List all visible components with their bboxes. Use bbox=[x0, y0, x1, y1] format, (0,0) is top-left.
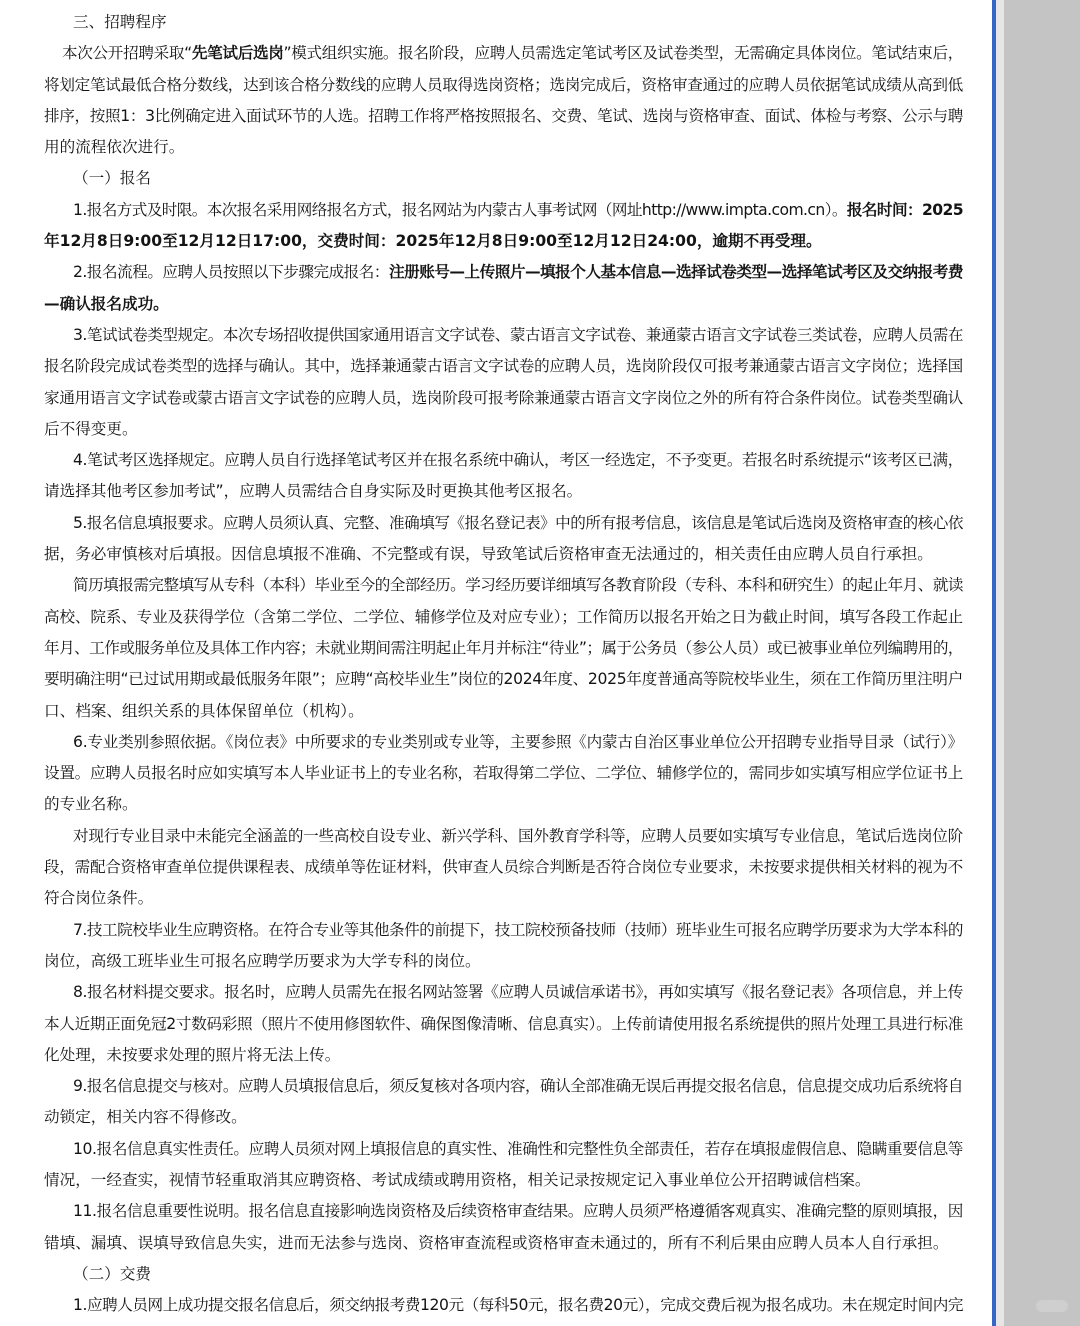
paragraph-line: 9.报名信息提交与核对。应聘人员填报信息后，须反复核对各项内容，确认全部准确无误后再提交报名信息，信息提交成功后系统将自 bbox=[73, 1077, 963, 1096]
paragraph-line: 5.报名信息填报要求。应聘人员须认真、完整、准确填写《报名登记表》中的所有报考信息，该信息是笔试后选岗及资格审查的核心依 bbox=[73, 513, 963, 532]
paragraph-line: 将划定笔试最低合格分数线，达到该合格分数线的应聘人员取得选岗资格；选岗完成后，资格审查通过的应聘人员依据笔试成绩从高到低 bbox=[44, 75, 963, 94]
document-body bbox=[0, 7, 992, 1321]
paragraph-line: 4.笔试考区选择规定。应聘人员自行选择笔试考区并在报名系统中确认，考区一经选定，不予变更。若报名时系统提示“该考区已满， bbox=[73, 451, 963, 470]
bold-text-run: 报名时间：2025 bbox=[846, 200, 963, 219]
text-run: ”模式组织实施。报名阶段，应聘人员需选定笔试考区及试卷类型，无需确定具体岗位。笔试结束后， bbox=[283, 44, 963, 63]
paragraph-line: 口、档案、组织关系的具体保留单位（机构）。 bbox=[44, 701, 364, 720]
section-heading-recruitment-procedure: 三、招聘程序 bbox=[73, 13, 167, 31]
paragraph-line bbox=[73, 195, 963, 226]
subsection-heading-registration: （一）报名 bbox=[73, 169, 151, 188]
paragraph-line: 11.报名信息重要性说明。报名信息直接影响选岗资格及后续资格审查结果。应聘人员须严格遵循客观真实、准确完整的原则填报，因 bbox=[73, 1202, 963, 1221]
bold-text-run: 先笔试后选岗 bbox=[191, 44, 284, 63]
viewer-gutter-highlight bbox=[996, 0, 1004, 1326]
paragraph-line: 本人近期正面免冠2寸数码彩照（照片不使用修图软件、确保图像清晰、信息真实）。上传前请使用报名系统提供的照片处理工具进行标准 bbox=[44, 1014, 963, 1033]
paragraph-line: 化处理，未按要求处理的照片将无法上传。 bbox=[44, 1045, 341, 1064]
paragraph-line: 设置。应聘人员报名时应如实填写本人毕业证书上的专业名称，若取得第二学位、二学位、辅修学位的，需同步如实填写相应学位证书上 bbox=[44, 764, 963, 783]
text-run: 2.报名流程。应聘人员按照以下步骤完成报名： bbox=[73, 263, 389, 282]
paragraph-line: 简历填报需完整填写从专科（本科）毕业至今的全部经历。学习经历要详细填写各教育阶段（专科、本科和研究生）的起止年月、就读 bbox=[73, 576, 963, 595]
paragraph-line: 家通用语言文字试卷或蒙古语言文字试卷的应聘人员，选岗阶段可报考除兼通蒙古语言文字岗位之外的所有符合条件岗位。试卷类型确认 bbox=[44, 388, 963, 407]
viewer-background bbox=[1004, 0, 1080, 1326]
text-run: 1.报名方式及时限。本次报名采用网络报名方式，报名网站为内蒙古人事考试网（网址http://www.impta.com.cn）。 bbox=[73, 200, 847, 219]
paragraph-line: 10.报名信息真实性责任。应聘人员须对网上填报信息的真实性、准确性和完整性负全部责任，若存在填报虚假信息、隐瞒重要信息等 bbox=[73, 1139, 963, 1158]
paragraph-line: 错填、漏填、误填导致信息失实，进而无法参与选岗、资格审查流程或资格审查未通过的，所有不利后果由应聘人员本人自行承担。 bbox=[44, 1233, 949, 1252]
paragraph-line: 8.报名材料提交要求。报名时，应聘人员需先在报名网站签署《应聘人员诚信承诺书》，再如实填写《报名登记表》各项信息，并上传 bbox=[73, 983, 963, 1002]
paragraph-line: 后不得变更。 bbox=[44, 419, 138, 438]
paragraph-line: 1.应聘人员网上成功提交报名信息后，须交纳报考费120元（每科50元，报名费20元），完成交费后视为报名成功。未在规定时间内完 bbox=[73, 1296, 963, 1315]
paragraph-line: 的专业名称。 bbox=[44, 795, 138, 814]
paragraph-line-bold: —确认报名成功。 bbox=[44, 294, 169, 313]
paragraph-line: 据，务必审慎核对后填报。因信息填报不准确、不完整或有误，导致笔试后资格审查无法通过的，相关责任由应聘人员自行承担。 bbox=[44, 545, 933, 564]
paragraph-line: 高校、院系、专业及获得学位（含第二学位、二学位、辅修学位及对应专业）；工作简历以报名开始之日为截止时间，填写各段工作起止 bbox=[44, 607, 963, 626]
paragraph-line: 请选择其他考区参加考试”，应聘人员需结合自身实际及时更换其他考区报名。 bbox=[44, 482, 583, 501]
paragraph-line: 年月、工作或服务单位及具体工作内容；未就业期间需注明起止年月并标注“待业”；属于公务员（参公人员）或已被事业单位列编聘用的， bbox=[44, 638, 963, 657]
paragraph-line: 要明确注明“已过试用期或最低服务年限”；应聘“高校毕业生”岗位的2024年度、2025年度普通高等院校毕业生，须在工作简历里注明户 bbox=[44, 670, 963, 689]
paragraph-line: 段，需配合资格审查单位提供课程表、成绩单等佐证材料，供审查人员综合判断是否符合岗位专业要求，未按要求提供相关材料的视为不 bbox=[44, 858, 963, 877]
paragraph-line: 用的流程依次进行。 bbox=[44, 138, 185, 157]
paragraph-line: 岗位，高级工班毕业生可报名应聘学历要求为大学专科的岗位。 bbox=[44, 951, 481, 970]
paragraph-line bbox=[73, 257, 963, 288]
paragraph-line: 对现行专业目录中未能完全涵盖的一些高校自设专业、新兴学科、国外教育学科等，应聘人员要如实填写专业信息，笔试后选岗位阶 bbox=[73, 826, 963, 845]
bold-text-run: 注册账号—上传照片—填报个人基本信息—选择试卷类型—选择笔试考区及交纳报考费 bbox=[389, 263, 963, 282]
watermark-badge bbox=[1036, 1300, 1068, 1312]
paragraph-line: 6.专业类别参照依据。《岗位表》中所要求的专业类别或专业等，主要参照《内蒙古自治区事业单位公开招聘专业指导目录（试行）》 bbox=[73, 732, 963, 751]
paragraph-line: 动锁定，相关内容不得修改。 bbox=[44, 1108, 247, 1127]
paragraph-line: 情况，一经查实，视情节轻重取消其应聘资格、考试成绩或聘用资格，相关记录按规定记入事业单位公开招聘诚信档案。 bbox=[44, 1170, 871, 1189]
paragraph-line: 7.技工院校毕业生应聘资格。在符合专业等其他条件的前提下，技工院校预备技师（技师）班毕业生可报名应聘学历要求为大学本科的 bbox=[73, 920, 963, 939]
paragraph-line: 报名阶段完成试卷类型的选择与确认。其中，选择兼通蒙古语言文字试卷的应聘人员，选岗阶段仅可报考兼通蒙古语言文字岗位；选择国 bbox=[44, 357, 963, 376]
text-run: 本次公开招聘采取“ bbox=[62, 44, 192, 63]
paragraph-line: 3.笔试试卷类型规定。本次专场招收提供国家通用语言文字试卷、蒙古语言文字试卷、兼通蒙古语言文字试卷三类试卷，应聘人员需在 bbox=[73, 325, 963, 344]
subsection-heading-fees: （二）交费 bbox=[73, 1264, 151, 1283]
paragraph-line: 排序，按照1：3比例确定进入面试环节的人选。招聘工作将严格按照报名、交费、笔试、选岗与资格审查、面试、体检与考察、公示与聘 bbox=[44, 106, 963, 125]
paragraph-line bbox=[62, 38, 963, 69]
paragraph-line: 符合岗位条件。 bbox=[44, 889, 154, 908]
paragraph-line-bold: 年12月8日9:00至12月12日17:00，交费时间：2025年12月8日9:00至12月12日24:00，逾期不再受理。 bbox=[44, 232, 822, 251]
